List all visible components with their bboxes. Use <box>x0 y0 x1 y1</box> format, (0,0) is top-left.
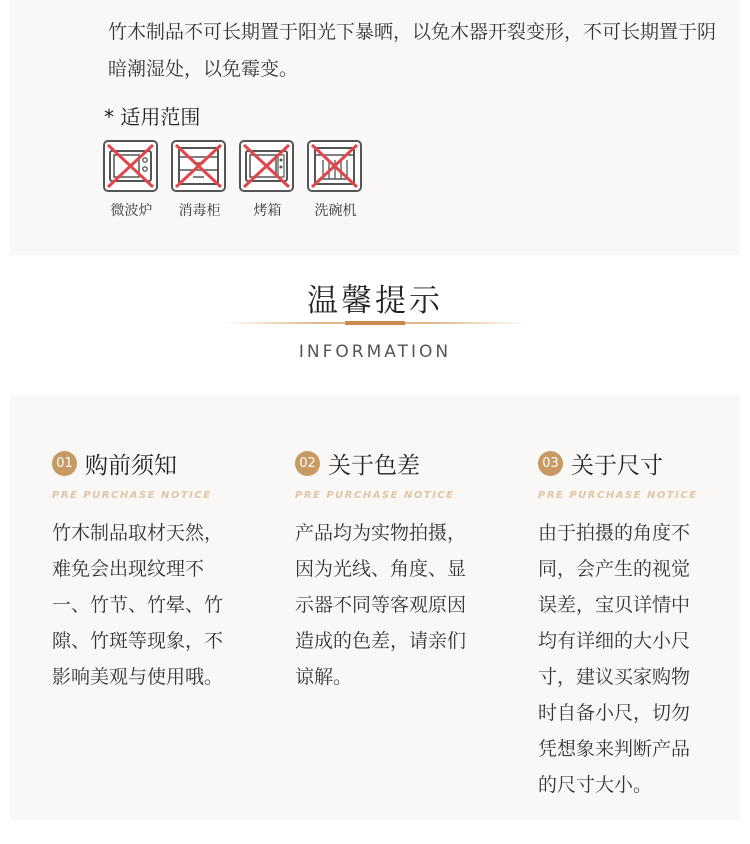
tip-body: 竹木制品取材天然，难免会出现纹理不一、竹节、竹晕、竹隙、竹斑等现象，不影响美观与使用哦。 <box>52 522 224 688</box>
tip-title: 关于尺寸 <box>571 453 663 479</box>
scope-item-dishwasher <box>307 140 364 220</box>
tip-color-difference <box>295 447 495 695</box>
tip-subtitle: PRE PURCHASE NOTICE <box>52 490 212 501</box>
tip-number-badge: 01 <box>52 451 77 476</box>
microwave-prohibited-icon <box>103 140 158 192</box>
tip-number-badge: 02 <box>295 451 320 476</box>
scope-title: * 适用范围 <box>104 105 201 129</box>
tip-size <box>538 447 738 803</box>
tip-number-badge: 03 <box>538 451 563 476</box>
scope-label: 洗碗机 <box>314 203 357 219</box>
care-instructions: 竹木制品不可长期置于阳光下暴晒，以免木器开裂变形，不可长期置于阴暗潮湿处，以免霉变。 <box>108 21 717 80</box>
tip-title: 关于色差 <box>328 453 420 479</box>
scope-label: 微波炉 <box>110 203 153 219</box>
title-divider-accent <box>345 321 405 325</box>
oven-prohibited-icon <box>239 140 294 192</box>
tip-title: 购前须知 <box>85 453 177 479</box>
scope-item-oven <box>239 140 296 220</box>
tip-body: 产品均为实物拍摄，因为光线、角度、显示器不同等客观原因造成的色差，请亲们谅解。 <box>295 522 467 688</box>
sterilizer-prohibited-icon <box>171 140 226 192</box>
section-subtitle: INFORMATION <box>298 342 452 362</box>
scope-label: 消毒柜 <box>178 203 221 219</box>
scope-item-sterilizer <box>171 140 228 220</box>
tip-body: 由于拍摄的角度不同，会产生的视觉误差，宝贝详情中均有详细的大小尺寸，建议买家购物时自备小尺，切勿凭想象来判断产品的尺寸大小。 <box>538 522 691 796</box>
scope-icons <box>103 140 364 220</box>
tip-subtitle: PRE PURCHASE NOTICE <box>538 490 698 501</box>
tip-purchase-notice <box>52 447 252 695</box>
dishwasher-prohibited-icon <box>307 140 362 192</box>
tip-subtitle: PRE PURCHASE NOTICE <box>295 490 455 501</box>
scope-item-microwave <box>103 140 160 220</box>
section-title: 温馨提示 <box>307 283 443 319</box>
scope-label: 烤箱 <box>253 203 282 219</box>
